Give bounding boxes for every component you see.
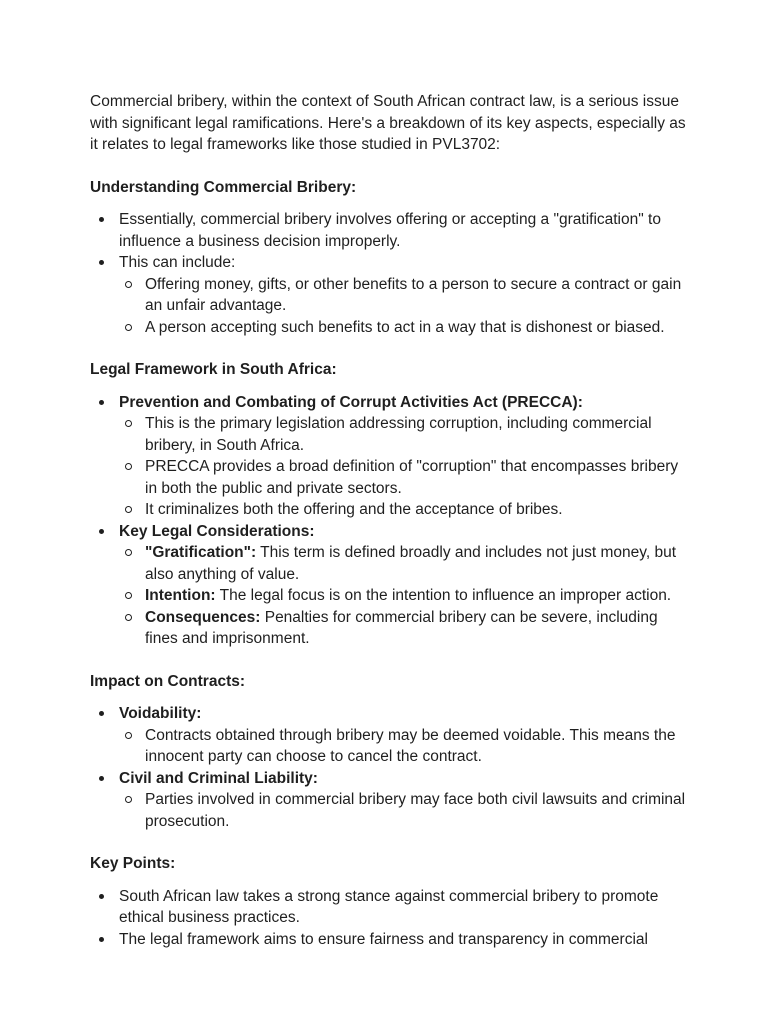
list-item-text: The legal framework aims to ensure fairness and transparency in commercial: [119, 930, 648, 948]
sub-list-item-text: Penalties for commercial bribery can be severe, including fines and imprisonment.: [145, 608, 658, 647]
list-item-text: This can include:: [119, 254, 236, 271]
sub-list-item-text: It criminalizes both the offering and the acceptance of bribes.: [145, 501, 563, 518]
sub-list: [119, 274, 690, 339]
sub-list: [119, 725, 690, 768]
list-item: [90, 252, 690, 338]
list-item-text: South African law takes a strong stance against commercial bribery to promote ethical business practices.: [119, 887, 659, 926]
document-body: [90, 91, 690, 971]
sub-list-item-label: Intention:: [145, 587, 216, 604]
list-item: [90, 703, 690, 768]
sub-list-item-text: This term is defined broadly and includes not just money, but also anything of value.: [145, 544, 677, 583]
sub-list-item-label: Consequences:: [145, 608, 261, 626]
sub-list: [119, 789, 690, 832]
sub-list: [119, 542, 690, 650]
sub-list-item: [119, 542, 690, 585]
sub-list-item: [119, 274, 690, 317]
sub-list-item-text: PRECCA provides a broad definition of "corruption" that encompasses bribery in both the public and private sectors.: [145, 458, 679, 497]
sub-list-item: [119, 499, 690, 521]
list-item-title: Key Legal Considerations:: [119, 522, 315, 540]
list-item: [90, 886, 690, 929]
list-item: [90, 768, 690, 833]
sub-list-item: [119, 725, 690, 768]
section-heading-understanding: Understanding Commercial Bribery:: [90, 178, 357, 196]
sub-list-item-text: This is the primary legislation addressing corruption, including commercial bribery, in South Africa.: [145, 415, 652, 454]
bullet-list-legal-framework: [90, 392, 690, 650]
sub-list-item: [119, 317, 690, 339]
list-item-title: Civil and Criminal Liability:: [119, 769, 318, 787]
sub-list-item-text: Contracts obtained through bribery may be deemed voidable. This means the innocent party can choose to cancel the contract.: [145, 726, 676, 765]
sub-list-item: [119, 585, 690, 607]
list-item-title: Voidability:: [119, 705, 202, 722]
sub-list-item-text: The legal focus is on the intention to influence an improper action.: [215, 587, 672, 604]
bullet-list-impact: [90, 703, 690, 832]
intro-paragraph: Commercial bribery, within the context of South African contract law, is a serious issue with significant legal ramifications. Here's a breakdown of its key aspects, especially as it relates to legal frameworks like those studied in PVL3702:: [90, 93, 686, 153]
sub-list-item-text: A person accepting such benefits to act in a way that is dishonest or biased.: [145, 318, 665, 336]
sub-list-item: [119, 607, 690, 650]
sub-list-item: [119, 789, 690, 832]
section-heading-impact: Impact on Contracts:: [90, 672, 246, 690]
list-item: [90, 521, 690, 650]
sub-list-item: [119, 456, 690, 499]
sub-list-item-text: Parties involved in commercial bribery may face both civil lawsuits and criminal prosecution.: [145, 791, 686, 830]
bullet-list-key-points: [90, 886, 690, 951]
bullet-list-understanding: [90, 209, 690, 338]
list-item: [90, 392, 690, 521]
list-item-text: Essentially, commercial bribery involves offering or accepting a "gratification" to influence a business decision improperly.: [119, 211, 661, 250]
list-item-title: Prevention and Combating of Corrupt Activities Act (PRECCA):: [119, 393, 583, 411]
sub-list: [119, 413, 690, 521]
list-item: [90, 209, 690, 252]
sub-list-item-label: "Gratification":: [145, 544, 257, 561]
list-item: [90, 929, 690, 951]
sub-list-item-text: Offering money, gifts, or other benefits to a person to secure a contract or gain an unfair advantage.: [145, 275, 682, 314]
sub-list-item: [119, 413, 690, 456]
section-heading-key-points: Key Points:: [90, 855, 176, 872]
section-heading-legal-framework: Legal Framework in South Africa:: [90, 361, 337, 378]
